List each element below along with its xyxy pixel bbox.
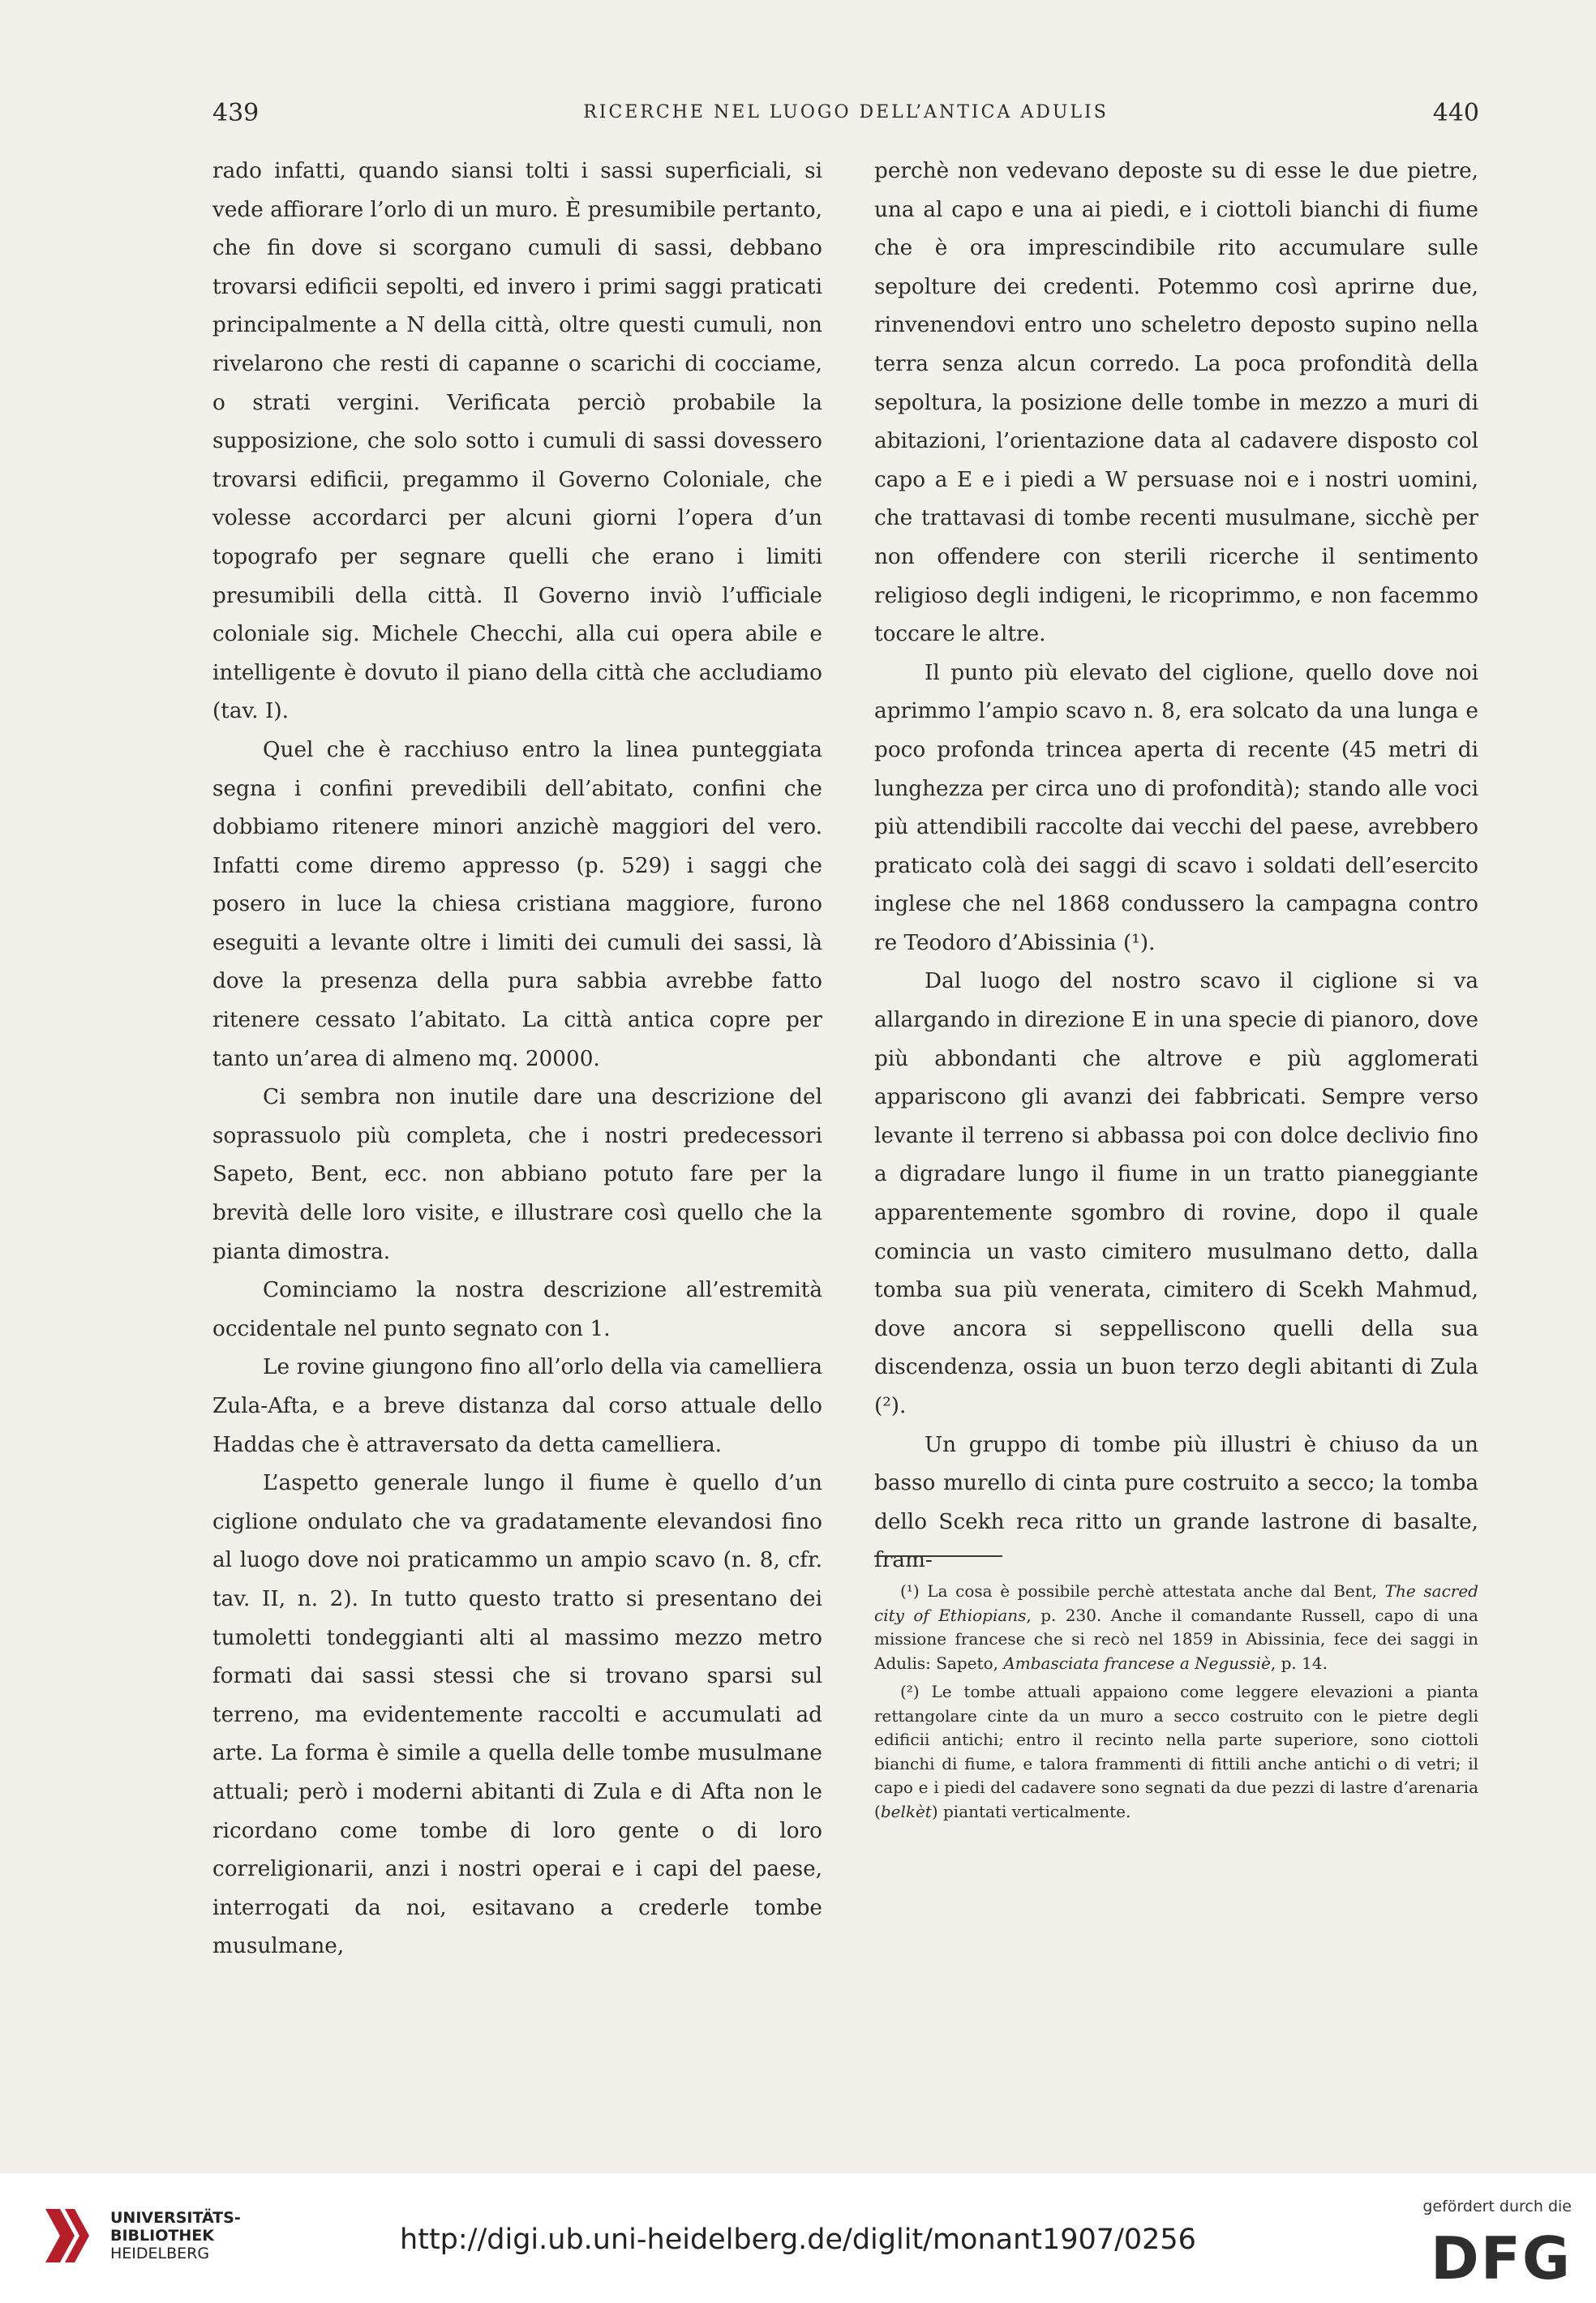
running-title: RICERCHE NEL LUOGO DELL’ANTICA ADULIS	[583, 102, 1109, 122]
footnote-2	[874, 1680, 1478, 1824]
footnote-title: Ambasciata francese a Negussiè	[1003, 1653, 1271, 1673]
library-name-line: UNIVERSITÄTS-	[110, 2209, 241, 2227]
sponsor-caption: gefördert durch die	[1422, 2198, 1572, 2215]
library-name-line: HEIDELBERG	[110, 2245, 210, 2262]
footnote-title: The sacred city of Ethiopians	[874, 1581, 1478, 1625]
footnote-text: , p. 230. Anche il comandante Russell, capo di una missione francese che si recò nel 1859 in Abissinia, fece dei saggi in Adulis: Sapeto,	[874, 1605, 1478, 1673]
left-column	[212, 152, 822, 1966]
library-name-line: BIBLIOTHEK	[110, 2227, 214, 2245]
paragraph: Cominciamo la nostra descrizione all’estremità occidentale nel punto segnato con 1.	[212, 1278, 822, 1341]
footnote-text: La cosa è possibile perchè attestata anche dal Bent,	[919, 1581, 1385, 1601]
footnote-mark: (¹)	[900, 1581, 920, 1601]
sponsor-block	[1401, 2198, 1572, 2295]
footnote-term: belkèt	[880, 1801, 932, 1821]
paragraph: Un gruppo di tombe più illustri è chiuso da un basso murello di cinta pure costruito a secco; la tomba dello Scekh reca ritto un grande lastrone di basalte, fram-	[874, 1432, 1478, 1573]
page-number-left: 439	[212, 99, 260, 127]
paragraph: Dal luogo del nostro scavo il ciglione si va allargando in direzione E in una specie di pianoro, dove più abbondanti che altrove e più agglomerati appariscono gli avanzi dei fabbricati. Sempre verso levante il terreno si abbassa poi con dolce declivio fino a digradare lungo il fiume in un tratto pianeggiante apparentemente sgombro di rovine, dopo il quale comincia un vasto cimitero musulmano detto, dalla tomba sua più venerata, cimitero di Scekh Mahmud, dove ancora si seppelliscono quelli della sua discendenza, ossia un buon terzo degli abitanti di Zula (²).	[874, 969, 1478, 1418]
footnotes	[874, 1580, 1478, 1829]
footnote-1	[874, 1580, 1478, 1675]
paragraph: Ci sembra non inutile dare una descrizione del soprassuolo più completa, che i nostri predecessori Sapeto, Bent, ecc. non abbiano potuto fare per la brevità delle loro visite, e illustrare così quello che la pianta dimostra.	[212, 1085, 822, 1264]
permalink[interactable]: http://digi.ub.uni-heidelberg.de/diglit/monant1907/0256	[400, 2224, 1196, 2256]
right-column	[874, 152, 1478, 1580]
footnote-text: Le tombe attuali appaiono come leggere elevazioni a pianta rettangolare cinte da un muro a secco costruito con le pietre degli edificii antichi; entro il recinto nella parte superiore, sono ciottoli bianchi di fiume, e talora frammenti di fittili anche antichi o di vetri; il capo e i piedi del cadavere sono segnati da due pezzi di lastre d’arenaria (	[874, 1682, 1478, 1821]
paragraph: L’aspetto generale lungo il fiume è quello d’un ciglione ondulato che va gradatamente elevandosi fino al luogo dove noi praticammo un ampio scavo (n. 8, cfr. tav. II, n. 2). In tutto questo tratto si presentano dei tumoletti tondeggianti alti al massimo mezzo metro formati dai sassi stessi che si trovano sparsi sul terreno, ma evidentemente raccolti e accumulati ad arte. La forma è simile a quella delle tombe musulmane attuali; però i moderni abitanti di Zula e di Afta non le ricordano come tombe di loro gente o di loro correligionarii, anzi i nostri operai e i capi del paese, interrogati da noi, esitavano a crederle tombe musulmane,	[212, 1471, 822, 1959]
paragraph: Quel che è racchiuso entro la linea punteggiata segna i confini prevedibili dell’abitato, confini che dobbiamo ritenere minori anzichè maggiori del vero. Infatti come diremo appresso (p. 529) i saggi che posero in luce la chiesa cristiana maggiore, furono eseguiti a levante oltre i limiti dei cumuli dei sassi, là dove la presenza della pura sabbia avrebbe fatto ritenere cessato l’abitato. La città antica copre per tanto un’area di almeno mq. 20000.	[212, 737, 822, 1071]
paragraph: Le rovine giungono fino all’orlo della via camelliera Zula-Afta, e a breve distanza dal corso attuale dello Haddas che è attraversato da detta camelliera.	[212, 1355, 822, 1457]
footnote-mark: (²)	[900, 1682, 920, 1701]
footnote-text: , p. 14.	[1270, 1653, 1328, 1673]
paragraph: perchè non vedevano deposte su di esse le due pietre, una al capo e una ai piedi, e i ciottoli bianchi di fiume che è ora imprescindibile rito accumulare sulle sepolture dei credenti. Potemmo così aprirne due, rinvenendovi entro uno scheletro deposto supino nella terra senza alcun corredo. La poca profondità della sepoltura, la posizione delle tombe in mezzo a muri di abitazioni, l’orientazione data al cadavere disposto col capo a E e i piedi a W persuase noi e i nostri uomini, che trattavasi di tombe recenti musulmane, sicchè per non offendere con sterili ricerche il sentimento religioso degli indigeni, le ricoprimmo, e non facemmo toccare le altre.	[874, 159, 1478, 647]
footnote-rule	[874, 1555, 1002, 1557]
dfg-logo: DFG	[1430, 2224, 1572, 2292]
page-number-right: 440	[1432, 99, 1479, 127]
footnote-text: ) piantati verticalmente.	[931, 1801, 1131, 1821]
running-head	[212, 99, 1479, 139]
footer-bar	[0, 2173, 1596, 2303]
paragraph: Il punto più elevato del ciglione, quello dove noi aprimmo l’ampio scavo n. 8, era solcato da una lunga e poco profonda trincea aperta di recente (45 metri di lunghezza per circa uno di profondità); stando alle voci più attendibili raccolte dai vecchi del paese, avrebbero praticato colà dei saggi di scavo i soldati dell’esercito inglese che nel 1868 condussero la campagna contro re Teodoro d’Abissinia (¹).	[874, 660, 1478, 955]
paragraph: rado infatti, quando siansi tolti i sassi superficiali, si vede affiorare l’orlo di un muro. È presumibile pertanto, che fin dove si scorgano cumuli di sassi, debbano trovarsi edificii sepolti, ed invero i primi saggi praticati principalmente a N della città, oltre questi cumuli, non rivelarono che resti di capanne o scarichi di cocciame, o strati vergini. Verificata perciò probabile la supposizione, che solo sotto i cumuli di sassi dovessero trovarsi edificii, pregammo il Governo Coloniale, che volesse accordarci per alcuni giorni l’opera d’un topografo per segnare quelli che erano i limiti presumibili della città. Il Governo inviò l’ufficiale coloniale sig. Michele Checchi, alla cui opera abile e intelligente è dovuto il piano della città che accludiamo (tav. I).	[212, 159, 822, 724]
